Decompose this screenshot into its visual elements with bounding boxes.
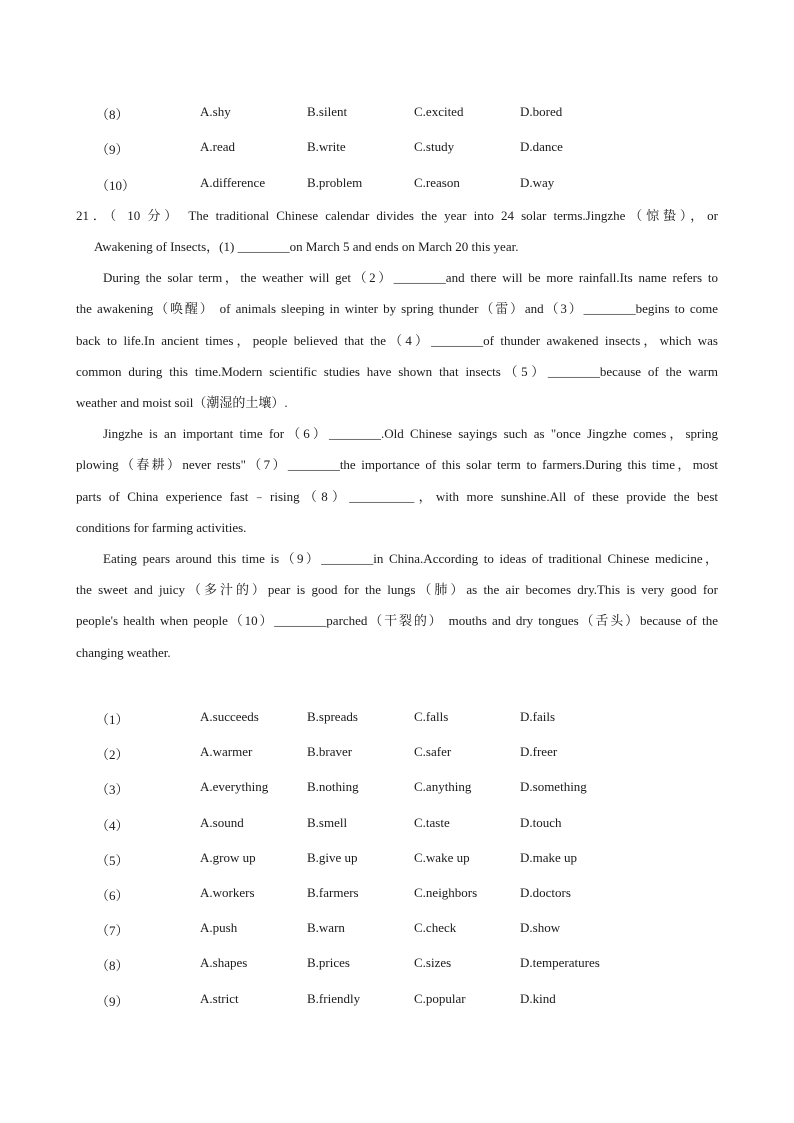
option-c[interactable]: C.excited — [414, 104, 464, 119]
option-a[interactable]: A.everything — [200, 779, 269, 794]
question-number: （2） — [96, 747, 129, 762]
passage-line: common during this time.Modern scientific studies have shown that insects（5）________because of the warm — [76, 364, 718, 379]
option-b[interactable]: B.give up — [307, 850, 358, 865]
option-a[interactable]: A.shapes — [200, 955, 248, 970]
option-row — [0, 885, 794, 905]
option-b[interactable]: B.friendly — [307, 991, 361, 1006]
passage-line: parts of China experience fast﹣rising（8）__________，with more sunshine.All of these provide the best — [76, 489, 718, 504]
option-b[interactable]: B.warn — [307, 920, 345, 935]
option-b[interactable]: B.farmers — [307, 885, 359, 900]
option-d[interactable]: D.something — [520, 779, 587, 794]
passage-line: weather and moist soil（潮湿的土壤）. — [76, 395, 288, 410]
option-a[interactable]: A.shy — [200, 104, 231, 119]
option-d[interactable]: D.fails — [520, 709, 556, 724]
question-number: （1） — [96, 712, 129, 727]
option-row — [0, 920, 794, 940]
question-number: （6） — [96, 888, 129, 903]
passage-line: Jingzhe is an important time for（6）________.Old Chinese sayings such as "once Jingzhe comes，spring — [103, 426, 718, 441]
option-d[interactable]: D.show — [520, 920, 561, 935]
option-a[interactable]: A.warmer — [200, 744, 253, 759]
option-d[interactable]: D.dance — [520, 139, 563, 154]
passage-line: the awakening（唤醒） of animals sleeping in winter by spring thunder（雷）and（3）________begins to come — [76, 301, 718, 316]
option-d[interactable]: D.temperatures — [520, 955, 600, 970]
option-b[interactable]: B.write — [307, 139, 346, 154]
option-a[interactable]: A.read — [200, 139, 236, 154]
passage-line: Awakening of Insects，(1) ________on March 5 and ends on March 20 this year. — [94, 239, 519, 254]
option-d[interactable]: D.make up — [520, 850, 578, 865]
option-row — [0, 139, 794, 159]
passage-line: back to life.In ancient times，people believed that the（4）________of thunder awakened insects，which was — [76, 333, 718, 348]
option-c[interactable]: C.wake up — [414, 850, 470, 865]
option-c[interactable]: C.safer — [414, 744, 452, 759]
question-number: （10） — [96, 178, 136, 193]
option-c[interactable]: C.anything — [414, 779, 472, 794]
option-c[interactable]: C.reason — [414, 175, 460, 190]
passage-line: plowing（春耕）never rests"（7）________the importance of this solar term to farmers.During this time，most — [76, 457, 718, 472]
option-row — [0, 709, 794, 729]
option-a[interactable]: A.difference — [200, 175, 266, 190]
option-b[interactable]: B.spreads — [307, 709, 358, 724]
passage-line: changing weather. — [76, 645, 171, 660]
option-b[interactable]: B.nothing — [307, 779, 359, 794]
passage-line: the sweet and juicy（多汁的）pear is good for the lungs（肺）as the air becomes dry.This is very good for — [76, 582, 718, 597]
question-number: （9） — [96, 994, 129, 1009]
question-number: （9） — [96, 142, 129, 157]
option-a[interactable]: A.workers — [200, 885, 255, 900]
option-row — [0, 175, 794, 195]
option-row — [0, 815, 794, 835]
option-b[interactable]: B.smell — [307, 815, 348, 830]
question-number: （5） — [96, 853, 129, 868]
option-b[interactable]: B.problem — [307, 175, 363, 190]
passage-line: people's health when people（10）________parched（干裂的） mouths and dry tongues（舌头）because of the — [76, 613, 718, 628]
option-row — [0, 744, 794, 764]
question-header-line: 21．（ 10 分） The traditional Chinese calendar divides the year into 24 solar terms.Jingzhe（惊蛰），or — [76, 208, 718, 223]
question-number: （8） — [96, 107, 129, 122]
option-row — [0, 779, 794, 799]
option-c[interactable]: C.falls — [414, 709, 449, 724]
option-b[interactable]: B.braver — [307, 744, 353, 759]
passage-line: Eating pears around this time is（9）________in China.According to ideas of traditional Chinese medicine， — [103, 551, 718, 566]
option-c[interactable]: C.check — [414, 920, 457, 935]
option-c[interactable]: C.taste — [414, 815, 450, 830]
passage-line: During the solar term，the weather will get（2）________and there will be more rainfall.Its name refers to — [103, 270, 718, 285]
option-b[interactable]: B.silent — [307, 104, 348, 119]
option-a[interactable]: A.strict — [200, 991, 239, 1006]
option-row — [0, 991, 794, 1011]
passage-line: conditions for farming activities. — [76, 520, 247, 535]
option-d[interactable]: D.way — [520, 175, 555, 190]
option-d[interactable]: D.touch — [520, 815, 562, 830]
question-number: （4） — [96, 818, 129, 833]
option-c[interactable]: C.neighbors — [414, 885, 478, 900]
option-d[interactable]: D.bored — [520, 104, 563, 119]
option-row — [0, 850, 794, 870]
option-c[interactable]: C.study — [414, 139, 455, 154]
question-number: （3） — [96, 782, 129, 797]
option-c[interactable]: C.sizes — [414, 955, 452, 970]
option-a[interactable]: A.grow up — [200, 850, 256, 865]
option-d[interactable]: D.freer — [520, 744, 558, 759]
option-b[interactable]: B.prices — [307, 955, 350, 970]
option-c[interactable]: C.popular — [414, 991, 466, 1006]
option-row — [0, 104, 794, 124]
option-row — [0, 955, 794, 975]
option-d[interactable]: D.doctors — [520, 885, 571, 900]
option-a[interactable]: A.push — [200, 920, 238, 935]
question-number: （8） — [96, 958, 129, 973]
option-d[interactable]: D.kind — [520, 991, 556, 1006]
option-a[interactable]: A.succeeds — [200, 709, 259, 724]
option-a[interactable]: A.sound — [200, 815, 244, 830]
question-number: （7） — [96, 923, 129, 938]
